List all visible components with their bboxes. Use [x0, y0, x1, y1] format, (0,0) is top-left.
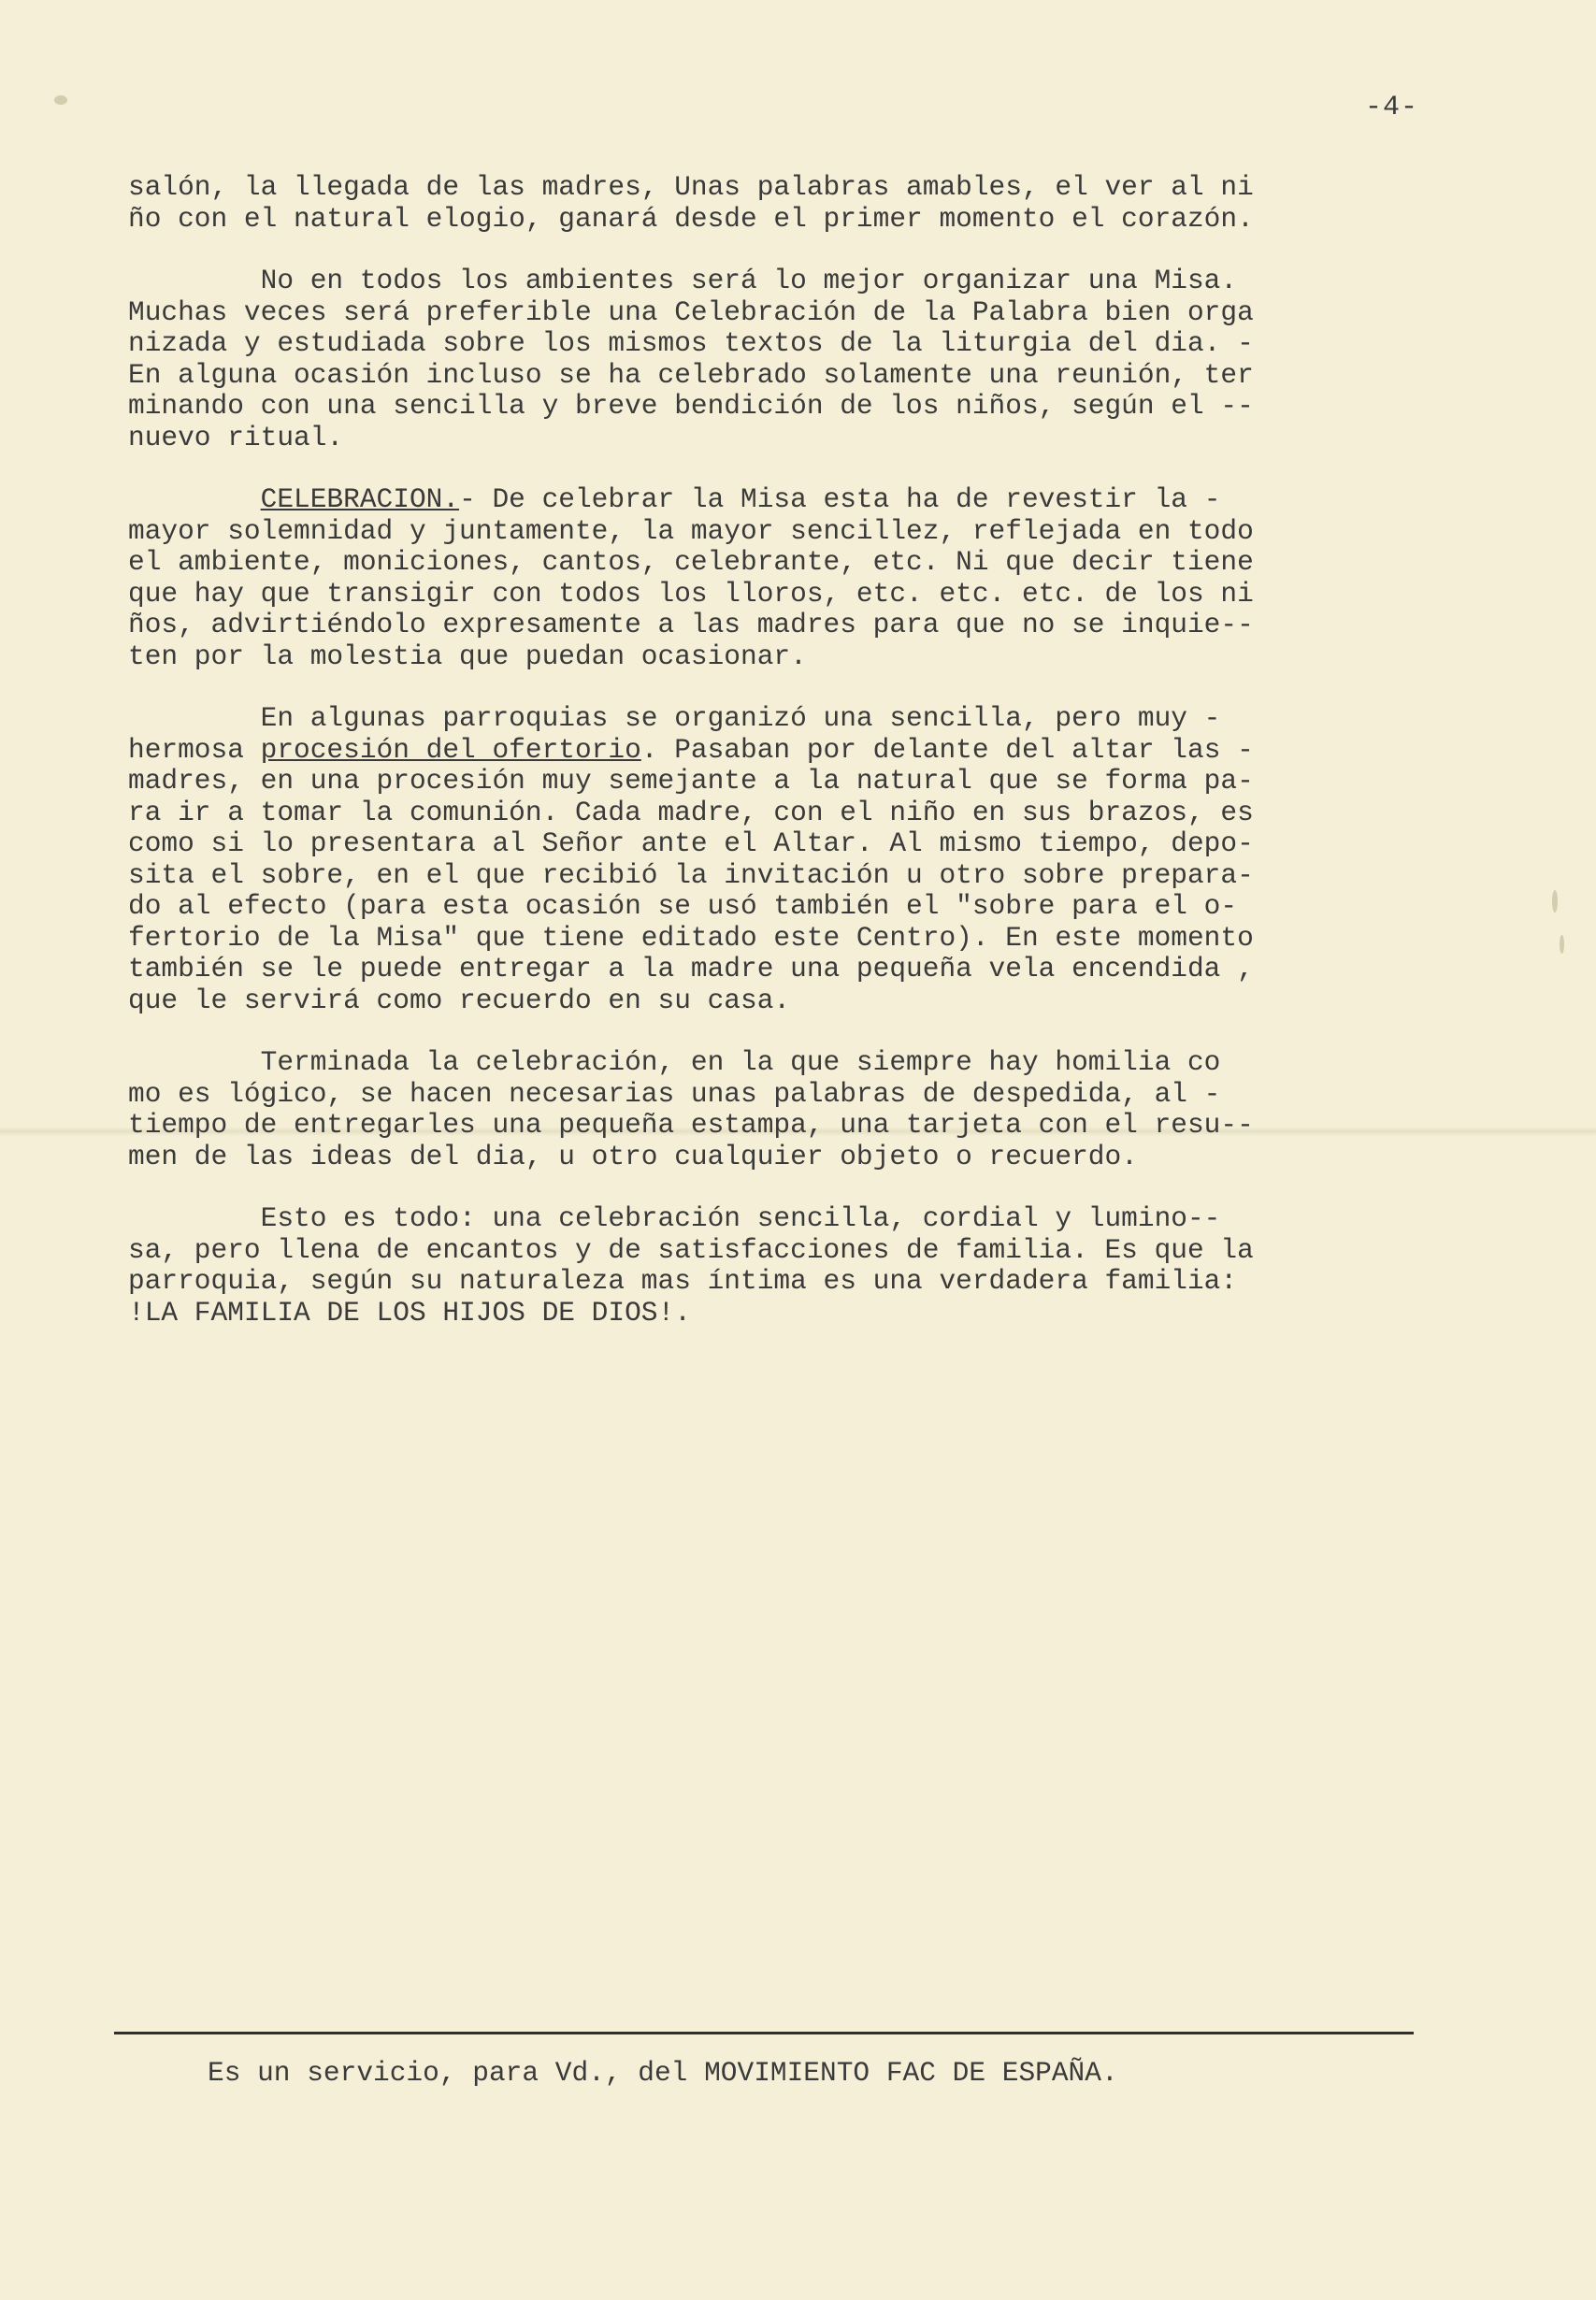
paragraph-1 [128, 172, 1437, 235]
section-heading: CELEBRACION. [260, 483, 460, 515]
text-line: madres, en una procesión muy semejante a la natural que se forma pa- [128, 765, 1254, 797]
text-line: nuevo ritual. [128, 421, 344, 453]
footer-text: Es un servicio, para Vd., del MOVIMIENTO FAC DE ESPAÑA. [208, 2057, 1118, 2089]
text-line: tiempo de entregarles una pequeña estampa, una tarjeta con el resu-- [128, 1109, 1254, 1141]
paragraph-procesion [128, 703, 1437, 1016]
text-line: Muchas veces será preferible una Celebración de la Palabra bien orga [128, 295, 1254, 328]
text-line: que le servirá como recuerdo en su casa. [128, 984, 791, 1016]
text-line: mayor solemnidad y juntamente, la mayor sencillez, reflejada en todo [128, 514, 1254, 547]
text-line: fertorio de la Misa" que tiene editado este Centro). En este momento [128, 921, 1254, 954]
text-line: ños, advirtiéndolo expresamente a las madres para que no se inquie-- [128, 609, 1254, 640]
text-line [128, 735, 1437, 767]
text-line: como si lo presentara al Señor ante el Altar. Al mismo tiempo, depo- [128, 827, 1254, 859]
text-line: el ambiente, moniciones, cantos, celebrante, etc. Ni que decir tiene [128, 546, 1254, 578]
text-line [128, 484, 1437, 516]
text-line: ra ir a tomar la comunión. Cada madre, con el niño en sus brazos, es [128, 796, 1254, 828]
paper-stain [54, 95, 67, 105]
text-line: En alguna ocasión incluso se ha celebrado solamente una reunión, ter [128, 358, 1254, 391]
text-line: Esto es todo: una celebración sencilla, cordial y lumino-- [128, 1202, 1221, 1234]
footer-divider [114, 2032, 1414, 2034]
text-line: salón, la llegada de las madres, Unas palabras amables, el ver al ni [128, 171, 1254, 203]
text-line: Terminada la celebración, en la que siempre hay homilia co [128, 1046, 1221, 1078]
text-line: men de las ideas del dia, u otro cualquier objeto o recuerdo. [128, 1140, 1138, 1172]
text-line: nizada y estudiada sobre los mismos textos de la liturgia del dia. - [128, 327, 1254, 359]
text-segment: hermosa [128, 733, 261, 766]
text-line: que hay que transigir con todos los lloros, etc. etc. etc. de los ni [128, 577, 1254, 610]
document-body [128, 172, 1437, 1359]
text-line: sa, pero llena de encantos y de satisfacciones de familia. Es que la [128, 1233, 1254, 1266]
text-line: parroquia, según su naturaleza mas íntima es una verdadera familia: [128, 1265, 1238, 1297]
paragraph-2 [128, 266, 1437, 453]
text-line: ño con el natural elogio, ganará desde el primer momento el corazón. [128, 202, 1254, 235]
text-line: !LA FAMILIA DE LOS HIJOS DE DIOS!. [128, 1296, 691, 1329]
paper-stain [1552, 890, 1558, 913]
paragraph-conclusion [128, 1203, 1437, 1329]
text-segment: - De celebrar la Misa esta ha de revestir la - [459, 483, 1221, 515]
text-line: minando con una sencilla y breve bendición de los niños, según el -- [128, 390, 1254, 422]
underlined-phrase: procesión del ofertorio [260, 733, 641, 766]
text-line: mo es lógico, se hacen necesarias unas palabras de despedida, al - [128, 1077, 1221, 1110]
paper-stain [1560, 935, 1564, 954]
text-line: también se le puede entregar a la madre una pequeña vela encendida , [128, 953, 1254, 985]
text-line: sita el sobre, en el que recibió la invitación u otro sobre prepara- [128, 858, 1254, 891]
text-line: do al efecto (para esta ocasión se usó también el "sobre para el o- [128, 890, 1238, 922]
text-line: ten por la molestia que puedan ocasionar. [128, 640, 807, 672]
page-number: -4- [1365, 92, 1419, 123]
paragraph-celebracion [128, 484, 1437, 672]
paragraph-terminada [128, 1047, 1437, 1172]
text-line: No en todos los ambientes será lo mejor organizar una Misa. [128, 265, 1238, 296]
text-line: En algunas parroquias se organizó una sencilla, pero muy - [128, 702, 1221, 734]
text-segment: . Pasaban por delante del altar las - [640, 733, 1254, 766]
